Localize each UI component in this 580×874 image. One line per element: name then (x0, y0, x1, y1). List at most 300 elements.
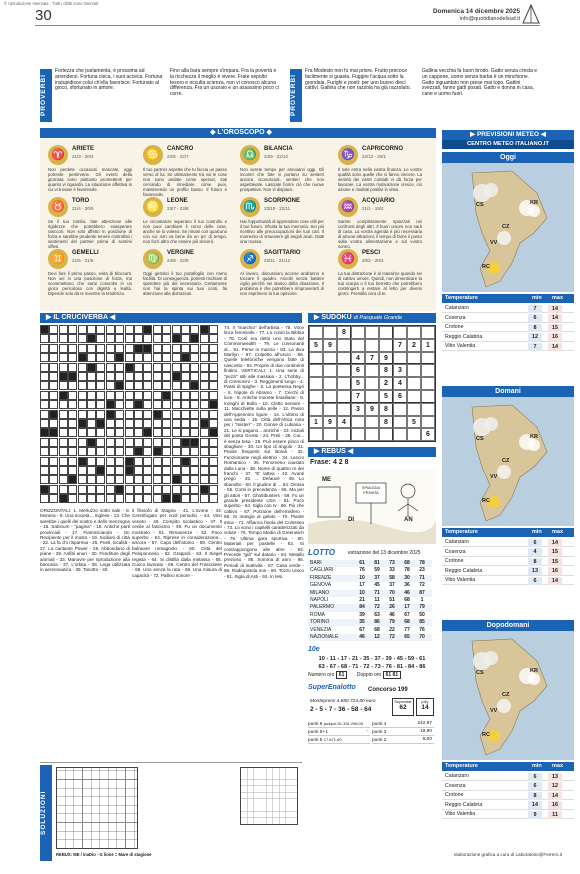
crossword-cell (143, 372, 152, 381)
sudoku-cell: 5 (379, 390, 393, 403)
sudoku-cell (323, 364, 337, 377)
weather-row (442, 791, 574, 800)
weather-row (442, 772, 574, 781)
jolly-label: jolly (421, 699, 429, 704)
crossword-black-cell (49, 410, 58, 419)
crossword-cell (125, 334, 134, 343)
crossword-cell (143, 410, 152, 419)
lotto-number: 50 (419, 611, 425, 618)
crossword-cell (106, 334, 115, 343)
zodiac-dates: 21/5 - 21/6 (72, 258, 94, 263)
crossword-cell (106, 494, 115, 503)
zodiac-toro-icon: ♉ (48, 197, 68, 217)
weather-min: 6 (528, 539, 542, 547)
crossword-cell (209, 485, 218, 494)
crossword-cell (87, 344, 96, 353)
crossword-cell (134, 466, 143, 475)
crossword-cell (115, 475, 124, 484)
crossword-cell (115, 494, 124, 503)
crossword-black-cell (172, 372, 181, 381)
crossword-cell (125, 494, 134, 503)
crossword-cell (78, 334, 87, 343)
crossword-cell (172, 381, 181, 390)
crossword-cell (40, 391, 49, 400)
map-label-rc: RC (482, 498, 490, 504)
crossword-cell (96, 447, 105, 456)
temperature-label: Temperature (445, 529, 478, 535)
crossword-cell (143, 363, 152, 372)
superenalotto-quote-row (308, 736, 370, 744)
crossword-cell (153, 334, 162, 343)
weather-max: 15 (548, 548, 562, 556)
crossword-cell (153, 325, 162, 334)
weather-min: 6 (528, 577, 542, 585)
lotto-city: ROMA (310, 611, 325, 618)
quote-note: jackpot 81.331.298,05 (323, 721, 364, 726)
lotto-number: 70 (419, 634, 425, 640)
sudoku-cell (421, 352, 435, 365)
quote-label: punti 2 (372, 738, 387, 743)
crossword-cell (209, 344, 218, 353)
crossword-cell (125, 438, 134, 447)
lotto-city: GENOVA (310, 582, 332, 589)
lotto-number: 71 (374, 589, 380, 596)
weather-title: ▶ PREVISIONI METEO ◀ (442, 130, 574, 140)
crossword-cell (49, 447, 58, 456)
crossword-black-cell (115, 381, 124, 390)
crossword-black-cell (115, 485, 124, 494)
crossword-cell (200, 438, 209, 447)
crossword-cell (96, 381, 105, 390)
crossword-cell (49, 372, 58, 381)
sudoku-cell: 6 (393, 390, 407, 403)
sudoku-cell (323, 352, 337, 365)
zodiac-dates: 23/9 - 22/10 (264, 154, 289, 159)
lotto-city: TORINO (310, 619, 330, 626)
top-note: © riproduzione riservata · Tutti i diritti sono riservati (4, 1, 99, 6)
crossword-cell (68, 494, 77, 503)
crossword-cell (68, 410, 77, 419)
sudoku-cell (421, 390, 435, 403)
lotto-number: 45 (374, 582, 380, 589)
crossword-cell (181, 344, 190, 353)
crossword-cell (209, 391, 218, 400)
crossword-cell (87, 400, 96, 409)
crossword-cell (40, 363, 49, 372)
weather-max: 14 (548, 539, 562, 547)
crossword-cell (106, 428, 115, 437)
crossword-black-cell (40, 428, 49, 437)
rebus-panel (308, 459, 436, 544)
crossword-cell (59, 475, 68, 484)
map-label-cs: CS (476, 436, 484, 442)
zodiac-text: La tua distrazione è al massimo quando sei di cattivo umore. Quindi, non dimenticare la tua scarpa o il tuo berretto che potrebbero costringerti a restare al letto per diversi giorni. Prendila cura di te. (338, 271, 422, 296)
crossword-cell (78, 400, 87, 409)
weather-title-text: PREVISIONI METEO (476, 131, 540, 138)
lotto-row (308, 582, 432, 589)
crossword-cell (190, 447, 199, 456)
crossword-black-cell (200, 419, 209, 428)
lotto-number: 51 (389, 597, 395, 603)
lotto-city: NAPOLI (310, 597, 329, 603)
weather-row (442, 801, 574, 810)
crossword-cell (106, 466, 115, 475)
crossword-cell (125, 419, 134, 428)
crossword-black-cell (96, 466, 105, 475)
solution-crossword-grid (56, 767, 138, 849)
lotto-number: 73 (389, 560, 395, 566)
zodiac-card-cancro (143, 145, 227, 197)
quote-value: - (366, 729, 368, 734)
crossword-cell (59, 438, 68, 447)
crossword-cell (106, 372, 115, 381)
sudoku-cell (407, 364, 421, 377)
proverbs-label: PROVERBI (40, 69, 52, 122)
crossword-cell (40, 466, 49, 475)
crossword-cell (181, 325, 190, 334)
crossword-cell (49, 457, 58, 466)
lotto-number: 79 (419, 604, 425, 611)
weather-max: 16 (548, 333, 562, 341)
crossword-cell (78, 381, 87, 390)
crossword-cell (125, 400, 134, 409)
crossword-cell (153, 485, 162, 494)
crossword-cell (87, 419, 96, 428)
crossword-cell (78, 466, 87, 475)
lotto-number: 72 (374, 604, 380, 611)
proverbs-text-3: Fra Modesto non fu mai priore. Frutto precoce facilmente si guasta. Fuggire l'acqua sotto la grondaia. Furighi e poeti: per uno buono dieci cattivi. Gallina che non razzola ha già razzolato. (305, 68, 411, 92)
zodiac-acquario-icon: ♒ (338, 197, 358, 217)
crossword-cell (162, 466, 171, 475)
lotto-number: 33 (389, 567, 395, 574)
sudoku-cell (323, 377, 337, 390)
zodiac-text: Non avrete tempo per annoiarvi oggi. Gli incontri che fate vi portano su sentieri ancora sconosciuti, sentieri che non aspettavate. Lasciate fiorire ciò che nuove prospettive. Non vi dispiace. (240, 167, 324, 192)
weather-city: Vibo Valentia (445, 343, 476, 349)
weather-row (442, 333, 574, 342)
crossword-black-cell (162, 391, 171, 400)
crossword-cell (68, 466, 77, 475)
crossword-cell (59, 466, 68, 475)
jolly-box (416, 698, 434, 716)
tenlotto-line-2: 63 - 67 - 68 - 71 - 72 - 73 - 76 - 81 - 84 - 86 (318, 664, 426, 670)
zodiac-text: Al lavoro, discussioni accese andranno a toccare il quadro. Ascolti senza battere ciglio perché sei stanco della situazione. Il problema è che potrebbero rimproverarti di non esprimere la tua opinione. (240, 271, 324, 296)
crossword-cell (40, 410, 49, 419)
crossword-black-cell (59, 494, 68, 503)
quote-label: punti 3 (372, 730, 387, 735)
solutions-label: SOLUZIONI (40, 765, 52, 861)
zodiac-text: Le circostanze superano il tuo controllo e non puoi cambiare il corso delle cose, anche se lo volessi. Se rimani con qualcuno con cui non va bene da un po' di tempo, non forzi altro che essere più sincero. (143, 219, 227, 244)
crossword-cell (115, 363, 124, 372)
crossword-cell (209, 334, 218, 343)
lotto-city: PALERMO (310, 604, 335, 611)
crossword-cell (78, 428, 87, 437)
zodiac-dates: 23/11 - 21/12 (264, 258, 291, 263)
crossword-cell (96, 391, 105, 400)
crossword-cell (181, 419, 190, 428)
horoscope-title-text: L'OROSCOPO (217, 129, 265, 136)
crossword-cell (209, 363, 218, 372)
zodiac-card-toro (48, 197, 132, 249)
crossword-cell (125, 353, 134, 362)
crossword-cell (59, 485, 68, 494)
crossword-black-cell (78, 353, 87, 362)
crossword-cell (134, 428, 143, 437)
crossword-cell (40, 475, 49, 484)
weather-row (442, 557, 574, 566)
lotto-number: 86 (374, 619, 380, 626)
crossword-cell (209, 438, 218, 447)
temp-max-header: max (552, 529, 564, 535)
crossword-cell (209, 457, 218, 466)
sudoku-cell (379, 428, 393, 441)
sudoku-cell: 8 (379, 364, 393, 377)
sudoku-cell (351, 339, 365, 352)
crossword-cell (40, 438, 49, 447)
crossword-cell (134, 391, 143, 400)
zodiac-sagittario-icon: ♐ (240, 249, 260, 269)
crossword-cell (172, 363, 181, 372)
quote-label: punti 5+1 (308, 730, 328, 735)
sudoku-cell (309, 352, 323, 365)
crossword-cell (200, 391, 209, 400)
crossword-cell (172, 400, 181, 409)
zodiac-dates: 23/10 - 22/11 (264, 206, 291, 211)
crossword-cell (143, 419, 152, 428)
crossword-cell (200, 363, 209, 372)
sudoku-cell (365, 428, 379, 441)
crossword-black-cell (190, 334, 199, 343)
crossword-cell (68, 334, 77, 343)
quote-value: 5,00 (422, 737, 432, 742)
crossword-cell (49, 363, 58, 372)
weather-day-label: Domani (442, 386, 574, 397)
weather-min: 6 (528, 314, 542, 322)
proverbs-left (40, 69, 280, 122)
weather-max: 11 (548, 811, 562, 819)
sudoku-cell (365, 364, 379, 377)
crossword-cell (87, 381, 96, 390)
crossword-cell (190, 475, 199, 484)
weather-city: Catanzaro (445, 773, 469, 779)
crossword-cell (153, 344, 162, 353)
quote-value: 18,90 (419, 729, 432, 734)
crossword-cell (200, 466, 209, 475)
crossword-cell (49, 475, 58, 484)
lotto-number: 81 (374, 560, 380, 566)
zodiac-dates: 20/2 - 20/3 (362, 258, 384, 263)
crossword-black-cell (87, 438, 96, 447)
sudoku-cell: 7 (393, 339, 407, 352)
crossword-cell (153, 372, 162, 381)
lotto-city: MILANO (310, 589, 330, 596)
sudoku-cell (393, 428, 407, 441)
sudoku-cell: 8 (379, 403, 393, 416)
sudoku-author: di Pasquale Grande (353, 315, 403, 321)
crossword-title: ▶ IL CRUCIVERBA ◀ (40, 313, 302, 323)
lotto-number: 58 (389, 574, 395, 581)
crossword-cell (162, 485, 171, 494)
page-header (35, 4, 540, 26)
quote-label: punti 5 (308, 738, 323, 743)
zodiac-text: Hai l'opportunità di apprendere cose utili per il tuo futuro. Sfrutta la tua memoria. Sei più ricettivo alle preoccupazioni dei tuoi cari. Il momento di smuovere gli angoli acuti. Datti una mossa. (240, 219, 324, 244)
crossword-cell (96, 400, 105, 409)
weather-city: Crotone (445, 792, 464, 798)
lotto-number: 79 (389, 619, 395, 626)
weather-day-1 (442, 386, 574, 616)
lotto-number: 37 (374, 574, 380, 581)
crossword-clues-bottom-1: ORIZZONTALI: 1. Merluzzo sotto sale - 8. Monera - 9. Una società... Inglese - 13. Che sarebbe i quelli del nostro e dello menzogna - 15. Sabinum - "pagina" - 16. Antiche parti provinciali - 17. Fiammiciando - 18. Recipiente per il mosto - 19. Siciliani di città - 22. La fa chi risparmia - 25. Poeti, località - 27. La cantante Power - 28. Abbondano di piane - 29. Anfibi anuri - 30. Fenditure degli animali - 33. Manovre per riproduzione alla bancaria - 37. L'orbita - 38. Lega utilizzata in aereonautica - 39. Tanotto - 40. (40, 508, 130, 573)
crossword-cell (172, 485, 181, 494)
crossword-cell (134, 410, 143, 419)
lotto-number: 21 (359, 597, 365, 603)
weather-max: 14 (548, 577, 562, 585)
crossword-grid (40, 325, 220, 505)
crossword-black-cell (125, 457, 134, 466)
lotto-number: 87 (419, 589, 425, 596)
crossword-cell (87, 485, 96, 494)
crossword-cell (143, 353, 152, 362)
crossword-cell (125, 391, 134, 400)
crossword-black-cell (40, 325, 49, 334)
superenalotto-quote-row (372, 728, 434, 736)
crossword-cell (153, 457, 162, 466)
crossword-cell (172, 325, 181, 334)
crossword-black-cell (134, 344, 143, 353)
lotto-city: BARI (310, 560, 322, 566)
sudoku-cell: 5 (351, 377, 365, 390)
crossword-cell (115, 400, 124, 409)
weather-city: Cosenza (445, 548, 466, 555)
weather-row (442, 567, 574, 576)
zodiac-gemelli-icon: ♊ (48, 249, 68, 269)
crossword-cell (40, 447, 49, 456)
zodiac-name: LEONE (167, 198, 188, 204)
sudoku-cell (337, 428, 351, 441)
crossword-black-cell (59, 391, 68, 400)
lotto-row (308, 634, 432, 641)
crossword-cell (162, 325, 171, 334)
weather-max: 14 (548, 343, 562, 351)
crossword-cell (181, 475, 190, 484)
sudoku-cell (407, 326, 421, 339)
crossword-cell (143, 400, 152, 409)
sudoku-cell (323, 403, 337, 416)
crossword-cell (172, 447, 181, 456)
crossword-cell (125, 325, 134, 334)
crossword-cell (134, 363, 143, 372)
sudoku-cell (365, 377, 379, 390)
sudoku-cell (365, 339, 379, 352)
sudoku-cell: 9 (323, 339, 337, 352)
crossword-cell (172, 419, 181, 428)
crossword-black-cell (87, 363, 96, 372)
crossword-cell (209, 475, 218, 484)
crossword-cell (209, 325, 218, 334)
crossword-cell (190, 419, 199, 428)
lotto-number: 70 (389, 589, 395, 596)
crossword-cell (96, 372, 105, 381)
crossword-cell (200, 334, 209, 343)
crossword-cell (134, 353, 143, 362)
crossword-cell (59, 325, 68, 334)
crossword-cell (115, 419, 124, 428)
crossword-cell (172, 410, 181, 419)
sudoku-cell: 5 (309, 339, 323, 352)
weather-day-label: Dopodomani (442, 620, 574, 631)
map-label-cz: CZ (502, 692, 510, 698)
crossword-cell (190, 457, 199, 466)
crossword-cell (106, 447, 115, 456)
crossword-black-cell (153, 410, 162, 419)
crossword-cell (96, 344, 105, 353)
crossword-cell (78, 344, 87, 353)
sudoku-cell (393, 352, 407, 365)
crossword-cell (68, 419, 77, 428)
crossword-cell (190, 428, 199, 437)
lotto-row (308, 619, 432, 626)
crossword-cell (153, 400, 162, 409)
zodiac-card-ariete (48, 145, 132, 197)
crossword-cell (96, 457, 105, 466)
weather-city: Cosenza (445, 314, 466, 321)
sudoku-cell: 3 (351, 403, 365, 416)
lotto-number: 46 (404, 589, 410, 596)
horoscope-panel (40, 139, 436, 311)
crossword-cell (200, 428, 209, 437)
crossword-cell (200, 381, 209, 390)
crossword-cell (96, 475, 105, 484)
crossword-cell (40, 334, 49, 343)
crossword-cell (181, 400, 190, 409)
crossword-cell (162, 334, 171, 343)
lotto-number: 68 (404, 619, 410, 626)
page-number: 30 (35, 7, 52, 24)
lotto-number: 72 (389, 634, 395, 640)
zodiac-name: SCORPIONE (264, 198, 301, 204)
lotto-number: 22 (389, 626, 395, 633)
lotto-number: 78 (404, 567, 410, 574)
zodiac-text: Devi fare il primo passo, evita di bloccarti. Non sei in una posizione di forza, ma scommettono che sarai coinvolto in un gioco pericoloso con dignità e lealtà. Dipende solo da te invertire la tendenza. (48, 271, 132, 296)
lotto-number: 84 (359, 604, 365, 611)
crossword-cell (68, 353, 77, 362)
crossword-black-cell (190, 381, 199, 390)
zodiac-dates: 21/4 - 20/5 (72, 206, 94, 211)
crossword-cell (125, 344, 134, 353)
weather-map (442, 152, 574, 292)
temperature-header (442, 294, 574, 303)
lotto-number: 17 (359, 582, 365, 589)
crossword-black-cell (181, 457, 190, 466)
sudoku-cell (351, 326, 365, 339)
numero-oro-label: Numero oro (308, 672, 335, 678)
zodiac-card-scorpione (240, 197, 324, 249)
weather-city: Vibo Valentia (445, 811, 476, 817)
crossword-cell (172, 353, 181, 362)
map-label-kr: KR (530, 200, 538, 206)
weather-min: 4 (528, 548, 542, 556)
rebus-label-sign: SPIAGGIA PRIVATA (361, 486, 381, 495)
map-label-cz: CZ (502, 458, 510, 464)
crossword-cell (40, 372, 49, 381)
sudoku-cell (365, 326, 379, 339)
crossword-cell (96, 485, 105, 494)
crossword-cell (78, 363, 87, 372)
sudoku-cell (407, 428, 421, 441)
lotto-number: 17 (404, 604, 410, 611)
weather-map (442, 386, 574, 526)
crossword-cell (134, 485, 143, 494)
crossword-cell (134, 457, 143, 466)
